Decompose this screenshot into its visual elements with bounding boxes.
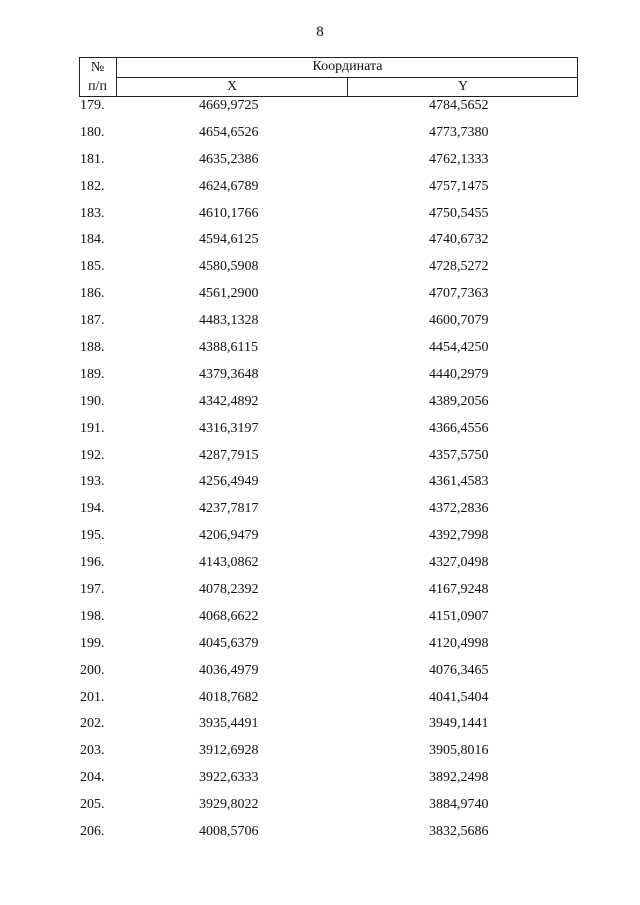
row-y-value: 4372,2836 [429, 501, 489, 517]
row-x-value: 4256,4949 [199, 474, 259, 490]
header-number-sign: № [90, 60, 105, 75]
row-number: 183. [80, 205, 105, 221]
row-x-value: 4143,0862 [199, 555, 259, 571]
row-y-value: 4762,1333 [429, 151, 489, 167]
table-row [79, 742, 578, 769]
row-number: 190. [80, 393, 105, 409]
row-x-value: 4036,4979 [199, 662, 259, 678]
row-number: 200. [80, 662, 105, 678]
table-row [79, 205, 578, 232]
row-number: 195. [80, 528, 105, 544]
table-row [79, 312, 578, 339]
table-row [79, 231, 578, 258]
row-x-value: 4342,4892 [199, 393, 259, 409]
table-row [79, 554, 578, 581]
table-row [79, 500, 578, 527]
table-row [79, 608, 578, 635]
table-row [79, 581, 578, 608]
row-number: 205. [80, 797, 105, 813]
row-y-value: 4773,7380 [429, 124, 489, 140]
row-x-value: 4018,7682 [199, 689, 259, 705]
row-x-value: 4610,1766 [199, 205, 259, 221]
table-header [79, 57, 578, 97]
table-row [79, 689, 578, 716]
row-x-value: 4206,9479 [199, 528, 259, 544]
header-coordinate: Координата [312, 59, 383, 74]
row-x-value: 4635,2386 [199, 151, 259, 167]
table-row [79, 97, 578, 124]
row-x-value: 4287,7915 [199, 447, 259, 463]
header-number-label: п/п [88, 79, 107, 94]
row-x-value: 4078,2392 [199, 582, 259, 598]
table-row [79, 473, 578, 500]
row-y-value: 3884,9740 [429, 797, 489, 813]
row-number: 199. [80, 635, 105, 651]
row-number: 188. [80, 340, 105, 356]
row-y-value: 4740,6732 [429, 232, 489, 248]
table-row [79, 527, 578, 554]
table-body [79, 97, 578, 850]
row-x-value: 4594,6125 [199, 232, 259, 248]
row-y-value: 4750,5455 [429, 205, 489, 221]
header-y: Y [457, 79, 469, 94]
table-row [79, 447, 578, 474]
row-y-value: 4454,4250 [429, 340, 489, 356]
row-y-value: 4440,2979 [429, 366, 489, 382]
row-x-value: 4068,6622 [199, 608, 259, 624]
table-row [79, 796, 578, 823]
row-y-value: 3949,1441 [429, 716, 489, 732]
row-y-value: 4357,5750 [429, 447, 489, 463]
row-number: 194. [80, 501, 105, 517]
table-row [79, 420, 578, 447]
row-y-value: 4389,2056 [429, 393, 489, 409]
row-x-value: 4316,3197 [199, 420, 259, 436]
table-row [79, 715, 578, 742]
row-number: 189. [80, 366, 105, 382]
row-y-value: 4600,7079 [429, 313, 489, 329]
row-number: 181. [80, 151, 105, 167]
row-number: 185. [80, 259, 105, 275]
row-y-value: 4366,4556 [429, 420, 489, 436]
row-number: 184. [80, 232, 105, 248]
table-row [79, 366, 578, 393]
row-x-value: 4237,7817 [199, 501, 259, 517]
table-row [79, 285, 578, 312]
table-row [79, 339, 578, 366]
row-number: 197. [80, 582, 105, 598]
row-y-value: 4784,5652 [429, 98, 489, 113]
row-y-value: 4361,4583 [429, 474, 489, 490]
row-x-value: 3922,6333 [199, 770, 259, 786]
row-x-value: 3929,8022 [199, 797, 259, 813]
row-x-value: 4008,5706 [199, 824, 259, 840]
row-number: 202. [80, 716, 105, 732]
row-y-value: 4728,5272 [429, 259, 489, 275]
row-number: 204. [80, 770, 105, 786]
row-number: 192. [80, 447, 105, 463]
row-y-value: 3832,5686 [429, 824, 489, 840]
row-number: 186. [80, 286, 105, 302]
coordinates-table [79, 57, 578, 850]
row-y-value: 4392,7998 [429, 528, 489, 544]
row-number: 182. [80, 178, 105, 194]
table-row [79, 258, 578, 285]
row-y-value: 4120,4998 [429, 635, 489, 651]
table-row [79, 124, 578, 151]
table-row [79, 635, 578, 662]
row-number: 203. [80, 743, 105, 759]
row-y-value: 4041,5404 [429, 689, 489, 705]
row-y-value: 3892,2498 [429, 770, 489, 786]
row-x-value: 4483,1328 [199, 313, 259, 329]
table-row [79, 178, 578, 205]
row-number: 187. [80, 313, 105, 329]
row-x-value: 4379,3648 [199, 366, 259, 382]
row-y-value: 3905,8016 [429, 743, 489, 759]
row-number: 206. [80, 824, 105, 840]
row-y-value: 4707,7363 [429, 286, 489, 302]
row-number: 180. [80, 124, 105, 140]
row-x-value: 4561,2900 [199, 286, 259, 302]
header-x: X [226, 79, 238, 94]
row-x-value: 4045,6379 [199, 635, 259, 651]
table-row [79, 393, 578, 420]
row-x-value: 4669,9725 [199, 98, 259, 113]
table-row [79, 662, 578, 689]
row-x-value: 4580,5908 [199, 259, 259, 275]
row-x-value: 4624,6789 [199, 178, 259, 194]
row-x-value: 3935,4491 [199, 716, 259, 732]
row-number: 201. [80, 689, 105, 705]
row-number: 191. [80, 420, 105, 436]
row-y-value: 4076,3465 [429, 662, 489, 678]
row-y-value: 4167,9248 [429, 582, 489, 598]
row-y-value: 4757,1475 [429, 178, 489, 194]
row-y-value: 4151,0907 [429, 608, 489, 624]
page-number: 8 [316, 24, 324, 40]
table-row [79, 823, 578, 850]
row-number: 198. [80, 608, 105, 624]
row-number: 196. [80, 555, 105, 571]
row-number: 193. [80, 474, 105, 490]
row-y-value: 4327,0498 [429, 555, 489, 571]
row-x-value: 3912,6928 [199, 743, 259, 759]
row-number: 179. [80, 98, 105, 113]
row-x-value: 4654,6526 [199, 124, 259, 140]
table-row [79, 151, 578, 178]
table-row [79, 769, 578, 796]
row-x-value: 4388,6115 [199, 340, 258, 356]
